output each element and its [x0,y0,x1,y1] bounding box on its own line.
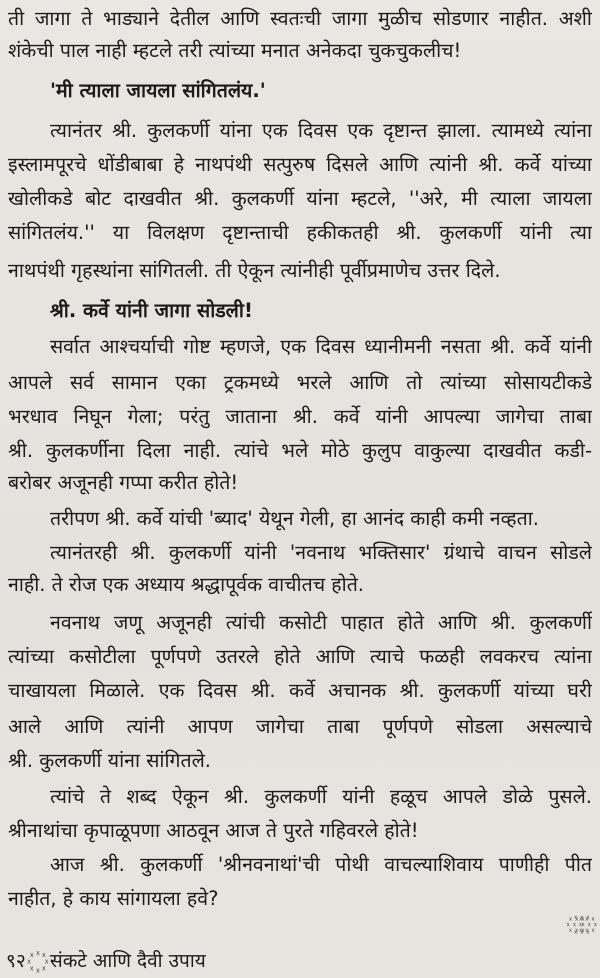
text-line: चाखायला मिळाले. एक दिवस श्री. कर्वे अचानक श्री. कुलकर्णी यांच्या घरी [8,679,592,702]
text-line: श्री. कुलकर्णी यांना सांगितले. [8,749,212,772]
text-line: इस्लामपूरचे धोंडीबाबा हे नाथपंथी सत्पुरुष दिसले आणि त्यांनी श्री. कर्वे यांच्या [8,153,592,176]
text-line: नाथपंथी गृहस्थांना सांगितली. ती ऐकून त्यांनीही पूर्वीप्रमाणेच उत्तर दिले. [8,259,501,282]
running-title: संकटे आणि दैवी उपाय [49,950,206,972]
text-line: तरीपण श्री. कर्वे यांची 'ब्याद' येथून गेली, हा आनंद काही कमी नव्हता. [50,507,539,530]
text-line: भरधाव निघून गेला; परंतु जाताना श्री. कर्वे यांनी आपल्या जागेचा ताबा [8,405,592,428]
text-line: त्यानंतरही श्री. कुलकर्णी यांनी 'नवनाथ भक्तिसार' ग्रंथाचे वाचन सोडले [50,541,592,564]
text-line: त्यांच्या कसोटीला पूर्णपणे उतरले होते आणि त्याचे फळही लवकरच त्यांना [8,645,592,668]
text-line: श्री. कुलकर्णीना दिला नाही. त्यांचे भले मोठे कुलुप वाकुल्या दाखवीत कडी- [8,439,592,462]
text-line: सांगितलंय.'' या विलक्षण दृष्टान्ताची हकीकतही श्री. कुलकर्णी यांनी त्या [8,221,592,244]
text-line: खोलीकडे बोट दाखवीत श्री. कुलकर्णी यांना म्हटले, ''अरे, मी त्याला जायला [8,187,592,210]
section-heading: श्री. कर्वे यांनी जागा सोडली! [50,299,253,322]
page-number: ९२ [6,950,26,972]
text-line: आज श्री. कुलकर्णी 'श्रीनवनाथां'ची पोथी वाचल्याशिवाय पाणीही पीत [50,853,592,876]
text-line: ती जागा ते भाड्याने देतील आणि स्वतःची जागा मुळीच सोडणार नाहीत. अशी [8,7,592,30]
section-heading: 'मी त्याला जायला सांगितलंय.' [50,79,266,102]
text-line: नाही. ते रोज एक अध्याय श्रद्धापूर्वक वाचीतच होते. [8,573,365,596]
section-end-ornament: ꙰ ꙰ ꙰ [575,914,590,933]
text-line: श्रीनाथांचा कृपाळूपणा आठवून आज ते पुरते गहिवरले होते! [8,819,419,842]
text-line: त्यांचे ते शब्द ऐकून श्री. कुलकर्णी यांनी हळूच आपले डोळे पुसले. [50,785,592,808]
text-line: शंकेची पाल नाही म्हटले तरी त्यांच्या मनात अनेकदा चुकचुकलीच! [8,39,462,62]
text-line: आपले सर्व सामान एका ट्रकमध्ये भरले आणि तो त्यांच्या सोसायटीकडे [8,371,592,394]
text-line: नवनाथ जणू अजूनही त्यांची कसोटी पाहात होते आणि श्री. कुलकर्णी [50,611,592,634]
text-line: सर्वात आश्चर्याची गोष्ट म्हणजे, एक दिवस ध्यानीमनी नसता श्री. कर्वे यांनी [50,335,592,358]
text-line: आले आणि त्यांनी आपण जागेचा ताबा पूर्णपणे सोडला असल्याचे [8,715,592,738]
text-line: त्यानंतर श्री. कुलकर्णी यांना एक दिवस एक दृष्टान्त झाला. त्यामध्ये त्यांना [50,119,592,142]
text-line: बरोबर अजूनही गप्पा करीत होते! [8,471,239,494]
page-footer [0,945,600,978]
text-line: नाहीत, हे काय सांगायला हवे? [8,887,219,910]
